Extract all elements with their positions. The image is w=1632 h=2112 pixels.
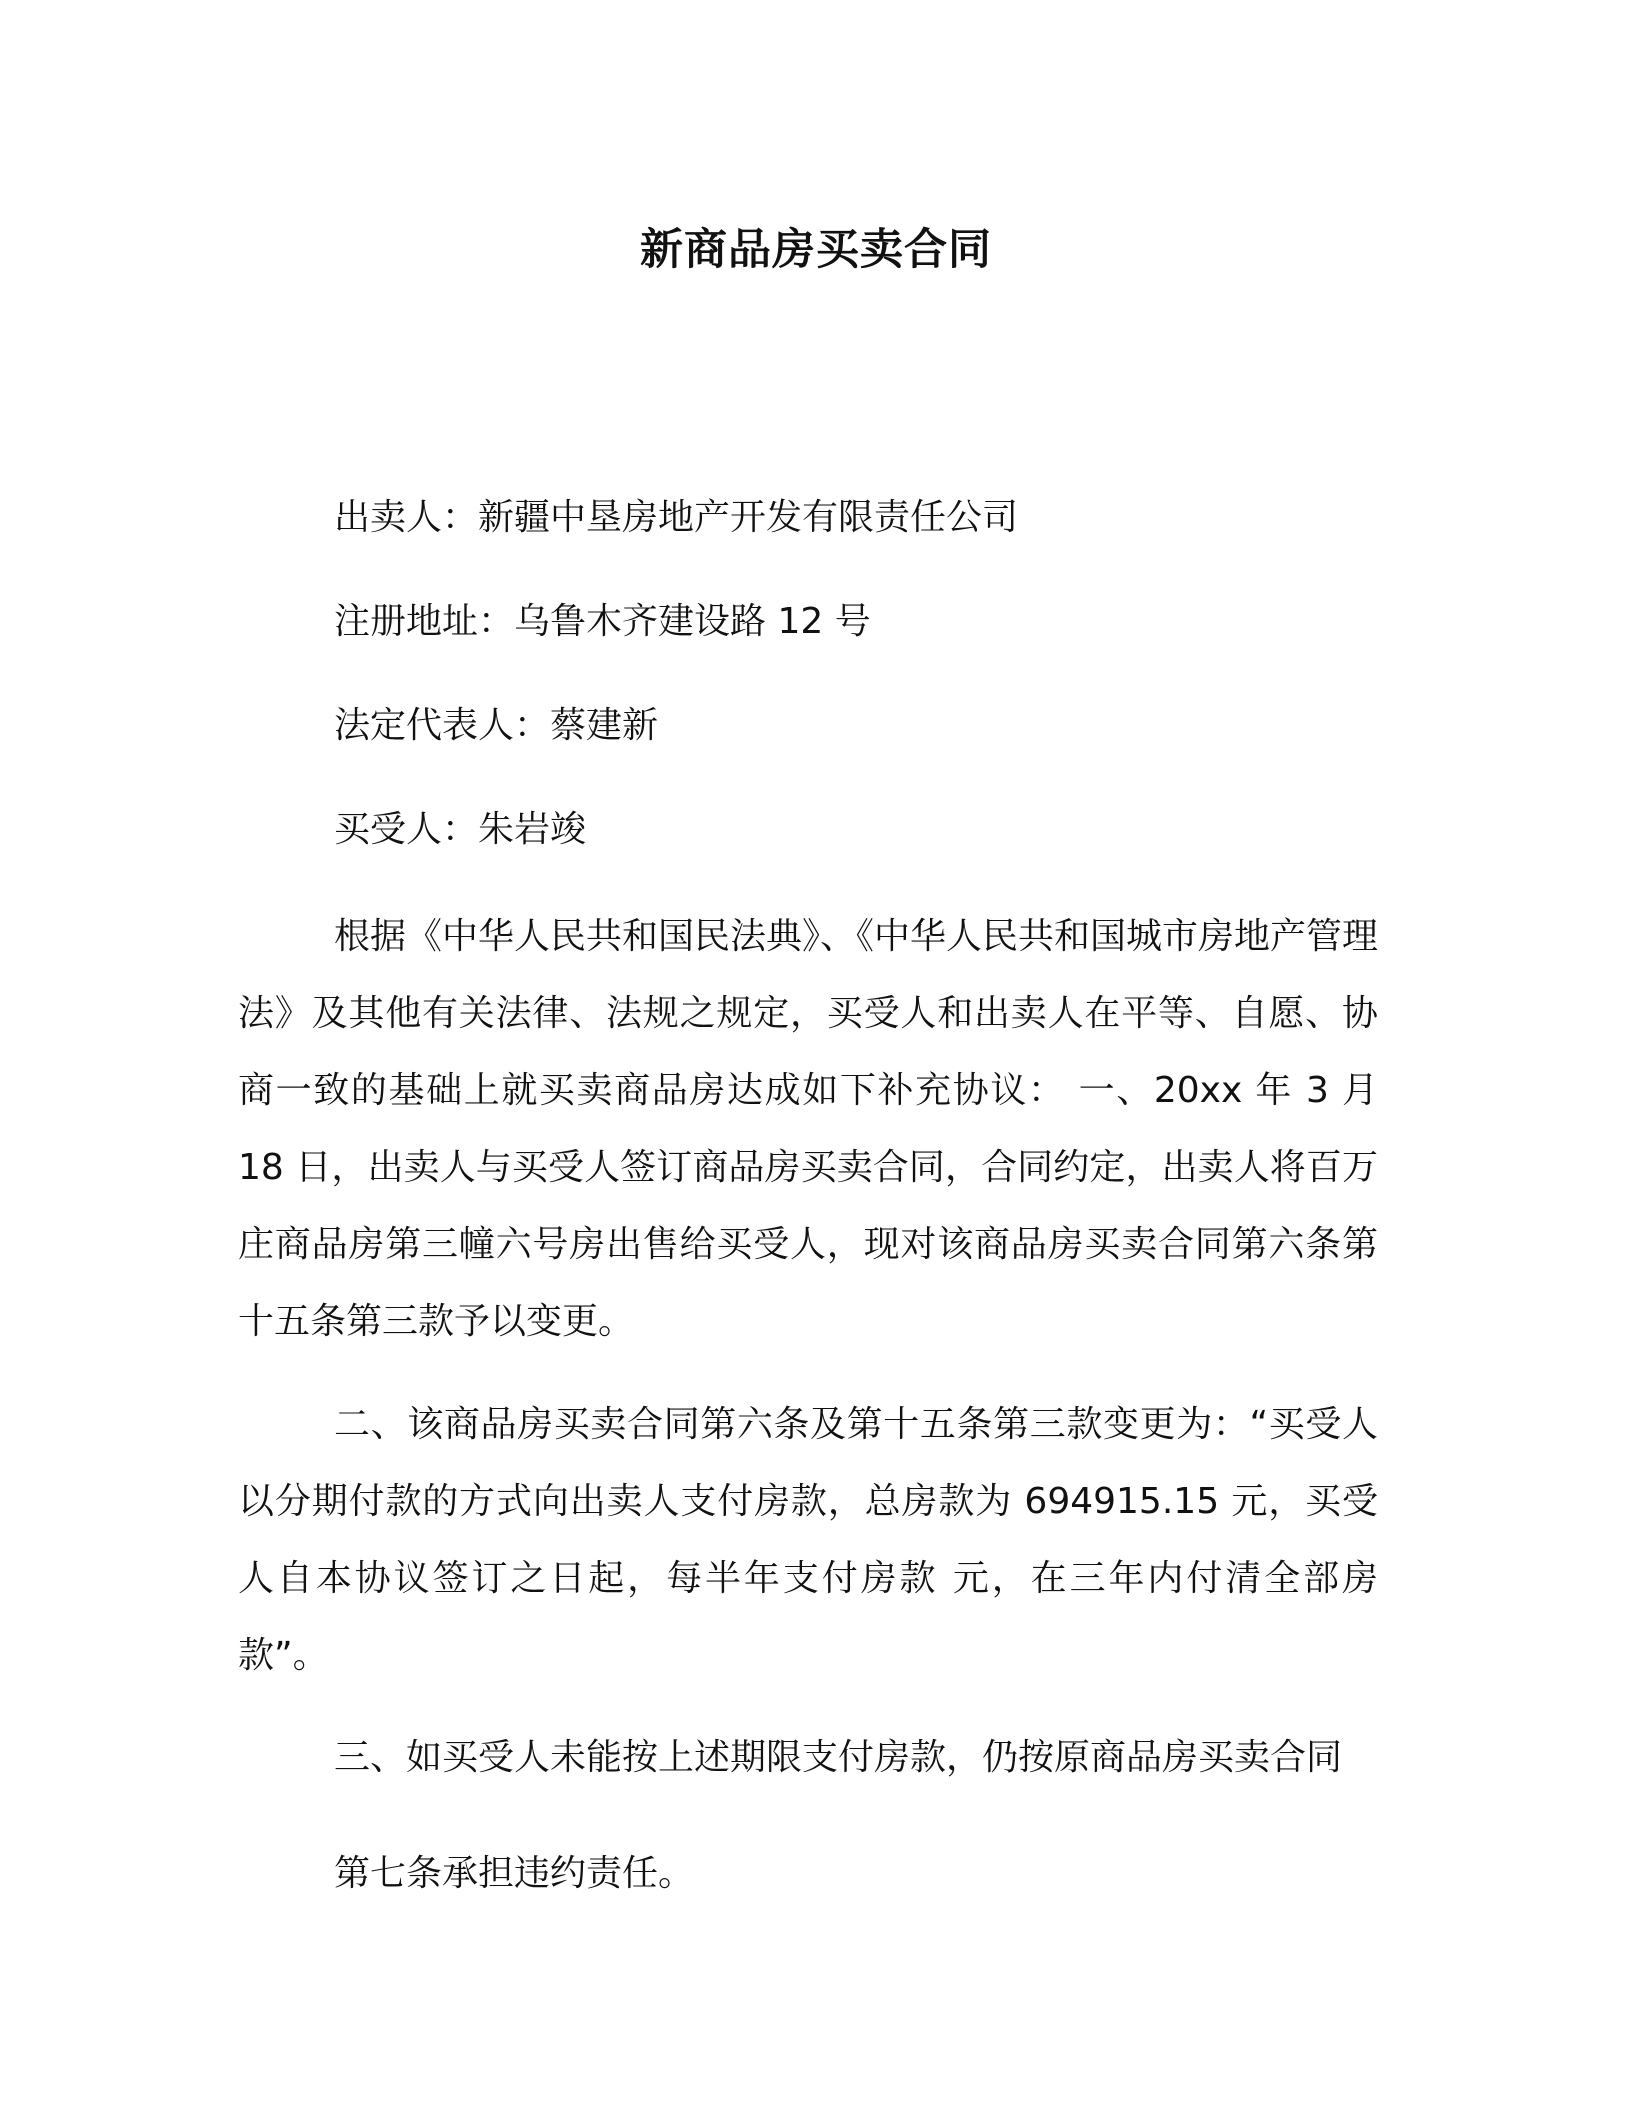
paragraph-1: 根据《中华人民共和国民法典》、《中华人民共和国城市房地产管理法》及其他有关法律、法规之规定，买受人和出卖人在平等、自愿、协商一致的基础上就买卖商品房达成如下补充协议： 一、20xx 年 3 月 18 日，出卖人与买受人签订商品房买卖合同，合同约定，出卖人将百万庄商品房第三幢六号房出售给买受人，现对该商品房买卖合同第六条第十五条第三款予以变更。 [238,916,1379,1342]
seller-line: 出卖人：新疆中垦房地产开发有限责任公司 [334,497,1019,538]
paragraph-3-line-2: 第七条承担违约责任。 [334,1853,695,1894]
address-line: 注册地址：乌鲁木齐建设路 12 号 [334,601,871,642]
legal-representative-line: 法定代表人：蔡建新 [334,705,659,746]
document-title: 新商品房买卖合同 [640,225,992,275]
paragraph-3-line-1: 三、如买受人未能按上述期限支付房款，仍按原商品房买卖合同 [334,1737,1343,1778]
buyer-line: 买受人：朱岩竣 [334,809,587,850]
paragraph-2: 二、该商品房买卖合同第六条及第十五条第三款变更为：“买受人以分期付款的方式向出卖人支付房款，总房款为 694915.15 元，买受人自本协议签订之日起，每半年支付房款 元，在三年内付清全部房款”。 [238,1404,1378,1676]
